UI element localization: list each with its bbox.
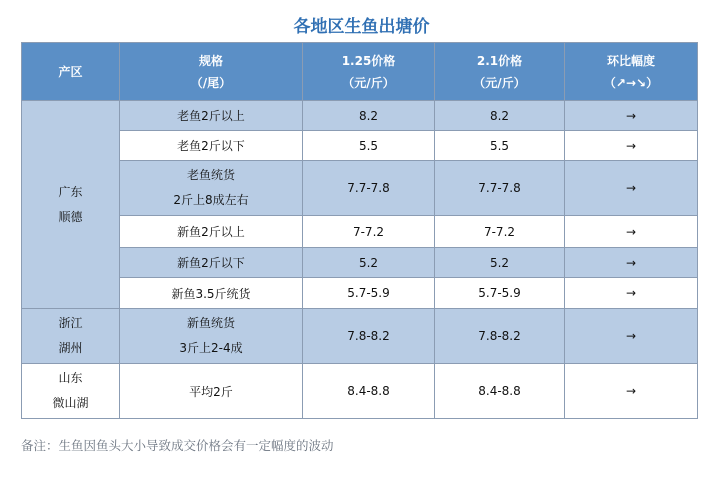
region-cell: 浙江 湖州 [22,309,120,364]
trend-cell: → [565,101,698,131]
region-cell: 广东 顺德 [22,101,120,309]
header-region: 产区 [22,43,120,101]
table-title: 各地区生鱼出塘价 [293,17,430,37]
spec-cell: 平均2斤 [120,364,303,419]
price-2-cell: 7.7-7.8 [435,161,565,216]
table-row [22,216,698,248]
table-row [22,364,698,419]
price-table [21,42,698,419]
trend-cell: → [565,216,698,248]
price-2-cell: 5.2 [435,248,565,278]
spec-cell: 新鱼3.5斤统货 [120,278,303,309]
price-1-cell: 7.7-7.8 [303,161,435,216]
spec-cell: 老鱼2斤以下 [120,131,303,161]
header-row [22,43,698,101]
price-1-cell: 7-7.2 [303,216,435,248]
spec-cell: 老鱼统货 2斤上8成左右 [120,161,303,216]
header-price-1: 1.25价格 （元/斤） [303,43,435,101]
table-row [22,101,698,131]
header-spec: 规格 （/尾） [120,43,303,101]
spec-cell: 新鱼2斤以下 [120,248,303,278]
table-row [22,248,698,278]
table-row [22,278,698,309]
trend-cell: → [565,278,698,309]
price-1-cell: 8.4-8.8 [303,364,435,419]
table-row [22,161,698,216]
price-1-cell: 5.5 [303,131,435,161]
trend-cell: → [565,364,698,419]
price-1-cell: 8.2 [303,101,435,131]
footnote: 备注：生鱼因鱼头大小导致成交价格会有一定幅度的波动 [21,438,334,453]
header-price-2: 2.1价格 （元/斤） [435,43,565,101]
price-2-cell: 5.7-5.9 [435,278,565,309]
spec-cell: 新鱼2斤以上 [120,216,303,248]
header-trend: 环比幅度 （↗→↘） [565,43,698,101]
price-1-cell: 7.8-8.2 [303,309,435,364]
spec-cell: 新鱼统货 3斤上2-4成 [120,309,303,364]
price-2-cell: 7.8-8.2 [435,309,565,364]
price-2-cell: 8.4-8.8 [435,364,565,419]
price-1-cell: 5.2 [303,248,435,278]
price-2-cell: 5.5 [435,131,565,161]
trend-cell: → [565,248,698,278]
trend-cell: → [565,161,698,216]
price-2-cell: 7-7.2 [435,216,565,248]
price-2-cell: 8.2 [435,101,565,131]
spec-cell: 老鱼2斤以上 [120,101,303,131]
price-1-cell: 5.7-5.9 [303,278,435,309]
region-cell: 山东 微山湖 [22,364,120,419]
trend-cell: → [565,309,698,364]
trend-cell: → [565,131,698,161]
table-row [22,309,698,364]
table-row [22,131,698,161]
